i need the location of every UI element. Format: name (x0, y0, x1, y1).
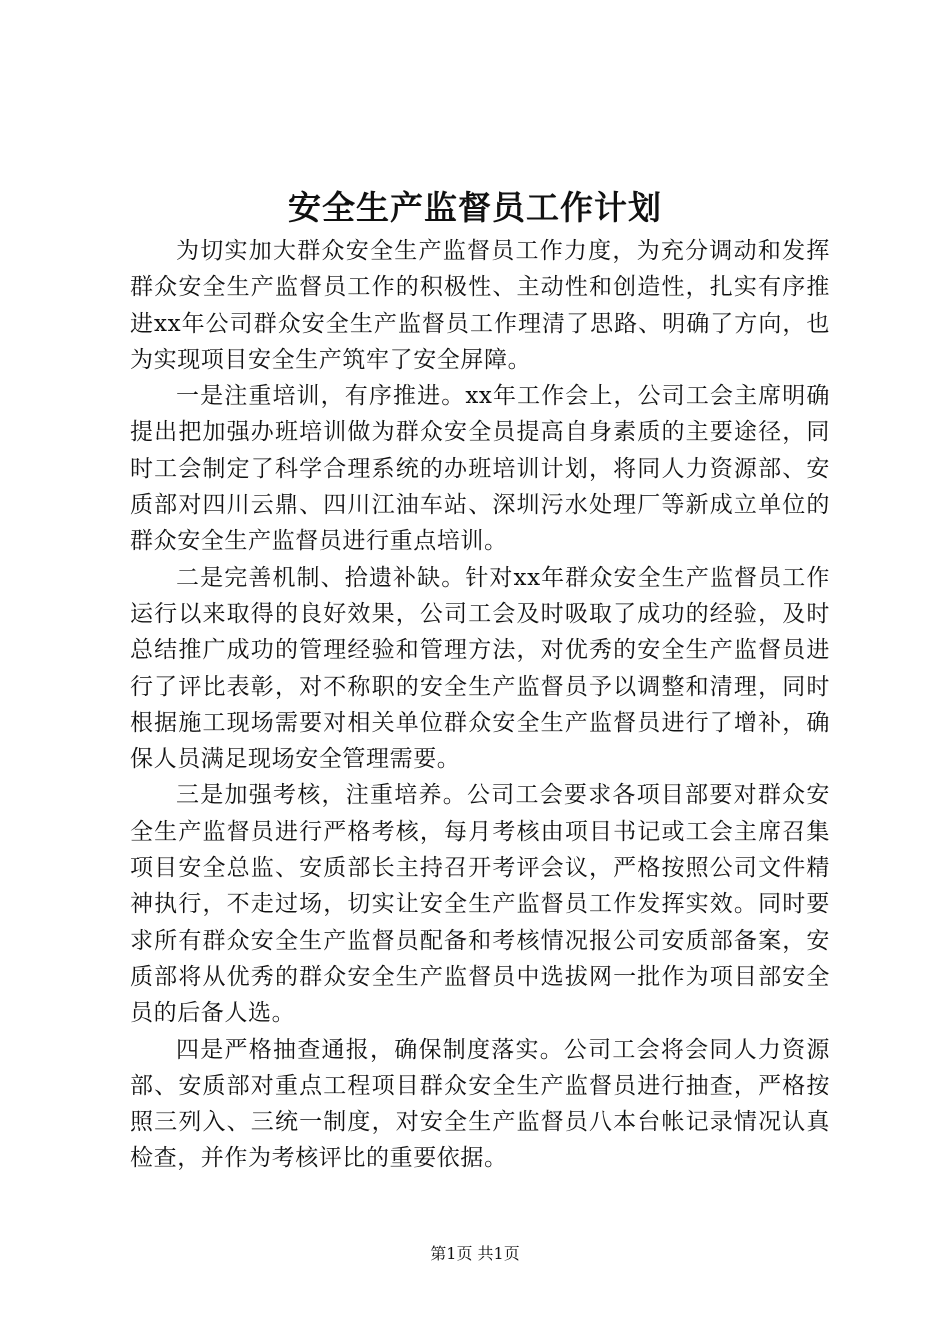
page-number-footer: 第1页 共1页 (430, 1244, 520, 1263)
paragraph-inspection: 四是严格抽查通报，确保制度落实。公司工会将会同人力资源部、安质部对重点工程项目群众安全生产监督员进行抽查，严格按照三列入、三统一制度，对安全生产监督员八本台帐记录情况认真检查，并作为考核评比的重要依据。 (130, 1036, 830, 1172)
paragraph-training: 一是注重培训，有序推进。xx年工作会上，公司工会主席明确提出把加强办班培训做为群众安全员提高自身素质的主要途径，同时工会制定了科学合理系统的办班培训计划，将同人力资源部、安质部对四川云鼎、四川江油车站、深圳污水处理厂等新成立单位的群众安全生产监督员进行重点培训。 (130, 383, 830, 555)
document-title: 安全生产监督员工作计划 (288, 188, 662, 227)
paragraph-intro: 为切实加大群众安全生产监督员工作力度，为充分调动和发挥群众安全生产监督员工作的积极性、主动性和创造性，扎实有序推进xx年公司群众安全生产监督员工作理清了思路、明确了方向，也为实现项目安全生产筑牢了安全屏障。 (130, 238, 830, 373)
paragraph-assessment: 三是加强考核，注重培养。公司工会要求各项目部要对群众安全生产监督员进行严格考核，每月考核由项目书记或工会主席召集项目安全总监、安质部长主持召开考评会议，严格按照公司文件精神执行，不走过场，切实让安全生产监督员工作发挥实效。同时要求所有群众安全生产监督员配备和考核情况报公司安质部备案，安质部将从优秀的群众安全生产监督员中选拔网一批作为项目部安全员的后备人选。 (130, 782, 830, 1027)
document-body (130, 233, 830, 1177)
paragraph-mechanism: 二是完善机制、拾遗补缺。针对xx年群众安全生产监督员工作运行以来取得的良好效果，公司工会及时吸取了成功的经验，及时总结推广成功的管理经验和管理方法，对优秀的安全生产监督员进行了评比表彰，对不称职的安全生产监督员予以调整和清理，同时根据施工现场需要对相关单位群众安全生产监督员进行了增补，确保人员满足现场安全管理需要。 (130, 564, 830, 773)
